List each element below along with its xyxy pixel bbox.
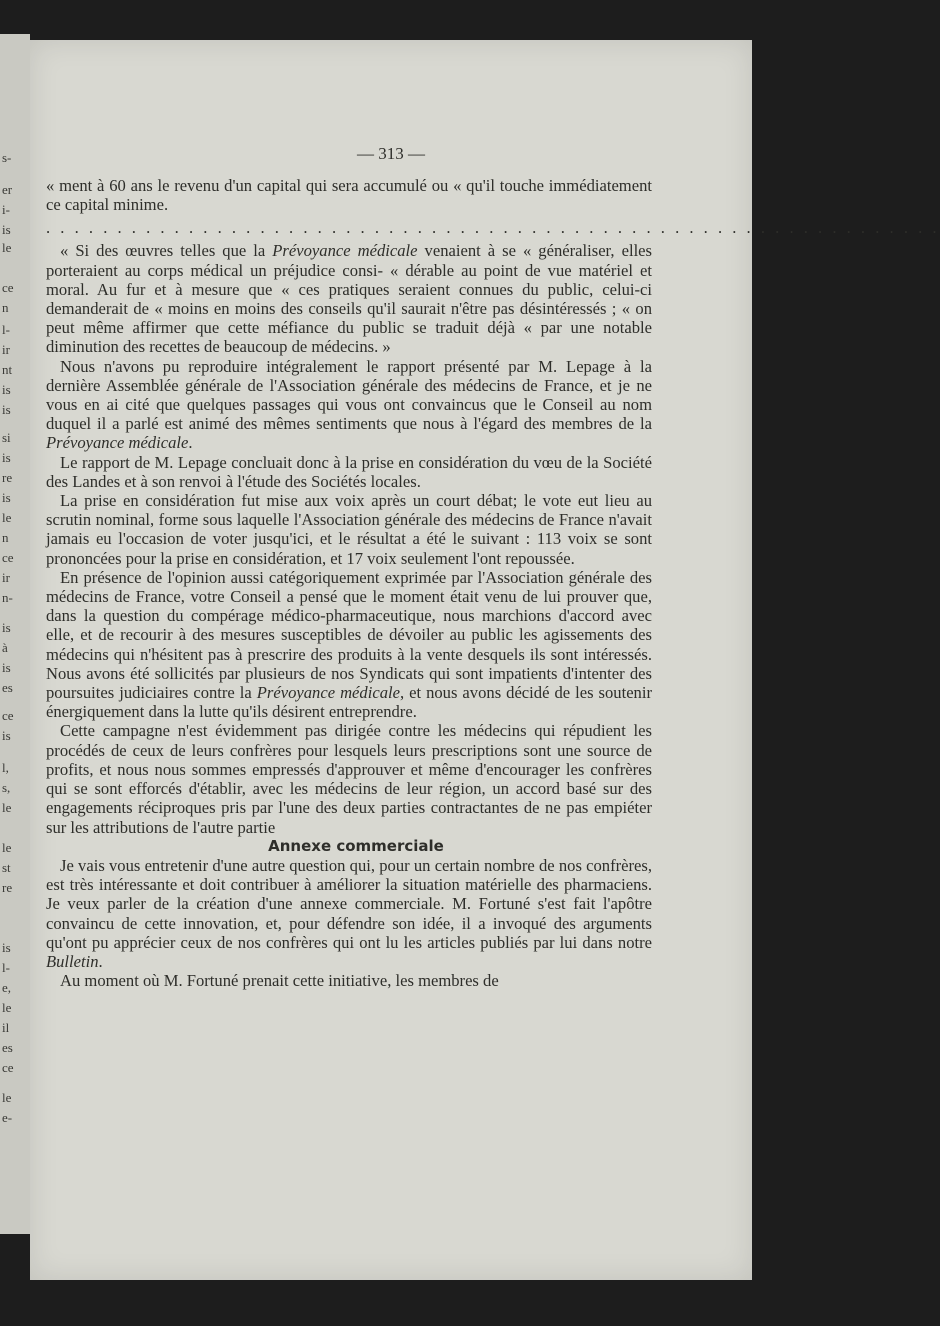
previous-page-fragment: ce bbox=[2, 1060, 14, 1075]
section-title: Annexe commerciale bbox=[268, 836, 444, 855]
previous-page-fragment: le bbox=[2, 800, 12, 815]
italic-title: Prévoyance médicale bbox=[256, 683, 400, 703]
previous-page-fragment: is bbox=[2, 382, 11, 397]
previous-page-edge bbox=[0, 34, 30, 1234]
paragraph-2: « Si des œuvres telles que la Prévoyance médicale venaient à se « généraliser, elles porteraient au corps médical un préjudice consi- « dérable au point de vue matériel et moral. Au fur et à mesure que « ces pratiques seraient connues du public, celui-ci demanderait de « moins en moins des conseils qu'il saurait n'être pas désintéressés ; « on peut même affirmer que cette méfiance du public se traduit déjà « par une notable diminution des recettes de beaucoup de médecins. » bbox=[46, 241, 652, 357]
previous-page-fragment: n bbox=[2, 300, 9, 315]
page-number: — 313 — bbox=[357, 144, 425, 163]
previous-page-fragment: si bbox=[2, 430, 11, 445]
previous-page-fragment: le bbox=[2, 1000, 12, 1015]
paragraph-4: Le rapport de M. Lepage concluait donc à la prise en considération du vœu de la Société des Landes et à son renvoi à l'étude des Sociétés locales. bbox=[46, 452, 652, 491]
italic-title: Prévoyance médicale bbox=[46, 433, 189, 453]
paragraph-6: En présence de l'opinion aussi catégoriquement exprimée par l'Association générale des médecins de France, votre Conseil a pensé que le moment était venu de lui prouver que, dans la question du compérage médico-pharmaceutique, nous marchions d'accord avec elle, et de recourir à des mesures susceptibles de dévoiler au public les agissements des médecins qui n'hésitent pas à prescrire des produits à la vente desquels ils sont intéressés. Nous avons été sollicités par plusieurs de nos Syndicats qui sont impatients d'intenter des poursuites judiciaires contre la Prévoyance médicale, et nous avons décidé de les soutenir énergiquement dans la lutte qu'ils désirent entreprendre. bbox=[46, 567, 652, 722]
page-body bbox=[46, 176, 940, 991]
previous-page-fragment: n bbox=[2, 530, 9, 545]
previous-page-fragment: es bbox=[2, 1040, 13, 1055]
previous-page-fragment: s, bbox=[2, 780, 11, 795]
previous-page-fragment: nt bbox=[2, 362, 13, 377]
previous-page-fragment: le bbox=[2, 840, 12, 855]
previous-page-fragment: e- bbox=[2, 1110, 13, 1125]
previous-page-fragment: l- bbox=[2, 960, 10, 975]
previous-page-fragment: le bbox=[2, 240, 12, 255]
italic-title: Prévoyance médicale bbox=[272, 241, 418, 261]
previous-page-fragment: is bbox=[2, 620, 11, 635]
previous-page-fragment: es bbox=[2, 680, 13, 695]
italic-title: Bulletin bbox=[46, 951, 99, 971]
ellipsis-dots-divider: . . . . . . . . . . . . . . . . . . . . . . . . . . . . . . . . . . . . . . . . . . . . . . . . . . . . . . . . . . . . . . . bbox=[46, 218, 940, 238]
previous-page-fragment: er bbox=[2, 182, 13, 197]
previous-page-fragment: n- bbox=[2, 590, 13, 605]
previous-page-fragment: s- bbox=[2, 150, 12, 165]
paragraph-9: Au moment où M. Fortuné prenait cette initiative, les membres de bbox=[60, 971, 499, 991]
previous-page-fragment: ir bbox=[2, 342, 10, 357]
previous-page-fragment: il bbox=[2, 1020, 10, 1035]
previous-page-fragment: l- bbox=[2, 322, 10, 337]
previous-page-fragment: ir bbox=[2, 570, 10, 585]
previous-page-fragment: is bbox=[2, 450, 11, 465]
previous-page-fragment: is bbox=[2, 940, 11, 955]
book-page bbox=[30, 40, 940, 1280]
previous-page-fragment: is bbox=[2, 402, 11, 417]
previous-page-fragment: i- bbox=[2, 202, 10, 217]
paragraph-3: Nous n'avons pu reproduire intégralement le rapport présenté par M. Lepage à la dernière Assemblée générale de l'Association générale des médecins de France, et je ne vous en ai cité que quelques passages qui vous ont convaincus que le Conseil au nom duquel il a parlé est animé des mêmes sentiments que nous à l'égard des membres de la Prévoyance médicale. bbox=[46, 356, 652, 453]
previous-page-fragment: ce bbox=[2, 280, 14, 295]
previous-page-fragment: e, bbox=[2, 980, 12, 995]
paragraph-7: Cette campagne n'est évidemment pas dirigée contre les médecins qui répudient les procédés de ceux de leurs confrères pour lesquels leurs prescriptions sont une source de profits, et nous nous sommes empressés d'approuver et même d'encourager les confrères qui se sont efforcés d'établir, avec les médecins de leur région, un accord basé sur des engagements réciproques pris par l'une des deux parties contractantes de ne pas empiéter sur les attributions de l'autre partie bbox=[46, 721, 652, 837]
previous-page-fragment: l, bbox=[2, 760, 9, 775]
paragraph-5: La prise en considération fut mise aux voix après un court débat; le vote eut lieu au scrutin nominal, forme sous laquelle l'Association générale des médecins de France n'avait jamais eu l'occasion de voter jusqu'ici, et le résultat a été le suivant : 113 voix se sont prononcées pour la prise en considération, et 17 voix seulement l'ont repoussée. bbox=[46, 491, 652, 568]
previous-page-fragment: le bbox=[2, 1090, 12, 1105]
previous-page-fragment: re bbox=[2, 470, 13, 485]
previous-page-fragment: is bbox=[2, 222, 11, 237]
previous-page-fragment: le bbox=[2, 510, 12, 525]
paragraph-1: « ment à 60 ans le revenu d'un capital qui sera accumulé ou « qu'il touche immédiatement ce capital minime. bbox=[46, 176, 652, 215]
previous-page-fragment: is bbox=[2, 728, 11, 743]
previous-page-fragment: ce bbox=[2, 550, 14, 565]
previous-page-fragment: is bbox=[2, 660, 11, 675]
previous-page-fragment: à bbox=[2, 640, 8, 655]
previous-page-fragment: st bbox=[2, 860, 11, 875]
previous-page-fragment: ce bbox=[2, 708, 14, 723]
paragraph-8: Je vais vous entretenir d'une autre question qui, pour un certain nombre de nos confrères, est très intéressante et doit contribuer à améliorer la situation matérielle des pharmaciens. Je veux parler de la création d'une annexe commerciale. M. Fortuné s'est fait l'apôtre convaincu de cette innovation, et, pour défendre son idée, il a invoqué des arguments qu'ont pu apprécier ceux de nos confrères qui ont lu les articles publiés par lui dans notre Bulletin. bbox=[46, 855, 652, 971]
previous-page-fragment: is bbox=[2, 490, 11, 505]
previous-page-fragment: re bbox=[2, 880, 13, 895]
